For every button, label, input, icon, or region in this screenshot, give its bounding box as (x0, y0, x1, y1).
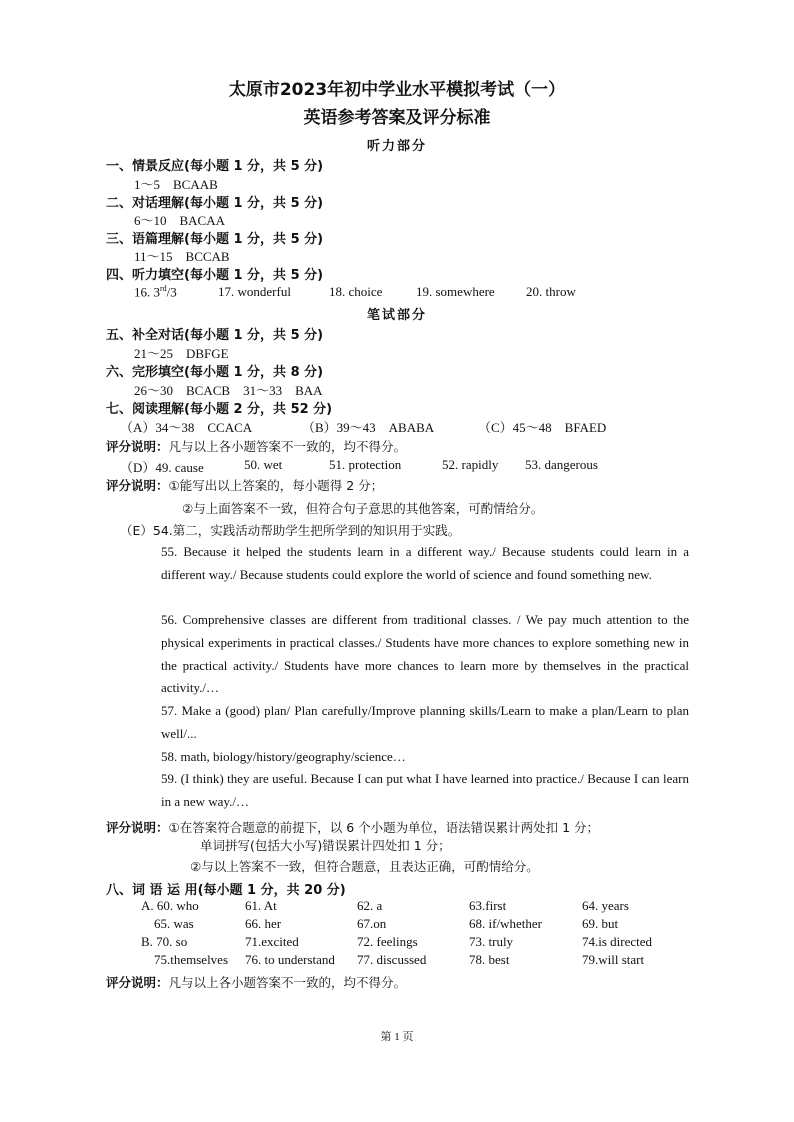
word-use-cell: 79.will start (582, 952, 645, 967)
word-use-cell: 78. best (469, 952, 510, 967)
section-3-answers: 11～15 BCCAB (134, 249, 230, 264)
section-1-heading: 一、情景反应(每小题 1 分，共 5 分) (106, 159, 324, 174)
section-2-answers: 6～10 BACAA (134, 213, 226, 228)
section-4-heading: 四、听力填空(每小题 1 分，共 5 分) (106, 268, 324, 283)
section-6-heading: 六、完形填空(每小题 1 分，共 8 分) (106, 365, 324, 380)
q16-answer: 16. 3rd/3 (134, 284, 177, 300)
reading-d-q51: 51. protection (329, 457, 402, 472)
word-use-cell: 76. to understand (245, 952, 335, 967)
word-use-cell: 67.on (357, 916, 387, 931)
scoring-note-3-line3: ②与以上答案不一致，但符合题意，且表达正确，可酌情给分。 (190, 859, 539, 874)
section-5-heading: 五、补全对话(每小题 1 分，共 5 分) (106, 328, 324, 343)
section-7-heading: 七、阅读理解(每小题 2 分，共 52 分) (106, 402, 333, 417)
scoring-note-2: 评分说明：①能写出以上答案的，每小题得 2 分； (106, 478, 384, 493)
reading-d-q52: 52. rapidly (442, 457, 499, 472)
document-title: 太原市2023年初中学业水平模拟考试（一） (228, 80, 566, 100)
written-part-title: 笔试部分 (366, 308, 427, 323)
scoring-note-2-line2: ②与上面答案不一致，但符合句子意思的其他答案，可酌情给分。 (182, 501, 544, 516)
reading-d-q50: 50. wet (244, 457, 283, 472)
word-use-cell: 64. years (582, 898, 629, 913)
scoring-note-3-line2: 单词拼写(包括大小写)错误累计四处扣 1 分； (200, 838, 451, 853)
word-use-cell: 63.first (469, 898, 507, 913)
section-6-answers: 26～30 BCACB 31～33 BAA (134, 383, 323, 398)
word-use-cell: 77. discussed (357, 952, 427, 967)
q20-answer: 20. throw (526, 284, 576, 299)
reading-a-answers: （A）34～38 CCACA (120, 420, 253, 435)
section-1-answers: 1～5 BCAAB (134, 177, 218, 192)
q19-answer: 19. somewhere (416, 284, 495, 299)
word-use-cell: 65. was (154, 916, 194, 931)
section-3-heading: 三、语篇理解(每小题 1 分，共 5 分) (106, 232, 324, 247)
word-use-cell: 69. but (582, 916, 619, 931)
reading-e-q59: 59. (I think) they are useful. Because I can put what I have learned into practice./ Because I can learn in a new way./… (161, 771, 689, 809)
reading-d-q53: 53. dangerous (525, 457, 598, 472)
scoring-note-3: 评分说明：①在答案符合题意的前提下，以 6 个小题为单位，语法错误累计两处扣 1 分； (106, 820, 600, 835)
word-use-cell: 72. feelings (357, 934, 418, 949)
page-number: 第 1 页 (380, 1031, 414, 1043)
q18-answer: 18. choice (329, 284, 383, 299)
word-use-cell: A. 60. who (141, 898, 199, 913)
word-use-cell: 61. At (245, 898, 277, 913)
reading-e-q57: 57. Make a (good) plan/ Plan carefully/Improve planning skills/Learn to make a plan/Learn to plan well/... (161, 703, 689, 741)
word-use-cell: B. 70. so (141, 934, 188, 949)
word-use-cell: 73. truly (469, 934, 514, 949)
section-5-answers: 21～25 DBFGE (134, 346, 229, 361)
scoring-note-4: 评分说明：凡与以上各小题答案不一致的，均不得分。 (106, 975, 407, 990)
section-8-heading: 八、词 语 运 用(每小题 1 分，共 20 分) (106, 883, 346, 898)
reading-e-q58: 58. math, biology/history/geography/science… (161, 749, 406, 764)
reading-e-q56: 56. Comprehensive classes are different from traditional classes. / We pay much attention to the physical experiments in practical classes./ Students have more chances to explore something new in the practical activity./ Students have more chances to learn more by themselves in the practical activity./… (161, 612, 689, 696)
word-use-cell: 66. her (245, 916, 282, 931)
section-2-heading: 二、对话理解(每小题 1 分，共 5 分) (106, 196, 324, 211)
reading-c-answers: （C）45～48 BFAED (478, 420, 607, 435)
word-use-cell: 75.themselves (154, 952, 229, 967)
document-subtitle: 英语参考答案及评分标准 (303, 108, 491, 128)
listening-part-title: 听力部分 (366, 139, 427, 154)
reading-b-answers: （B）39～43 ABABA (302, 420, 435, 435)
reading-e-q54: （E）54.第二，实践活动帮助学生把所学到的知识用于实践。 (120, 523, 461, 538)
word-use-cell: 74.is directed (582, 934, 653, 949)
word-use-cell: 71.excited (245, 934, 299, 949)
scoring-note-1: 评分说明：凡与以上各小题答案不一致的，均不得分。 (106, 439, 407, 454)
q17-answer: 17. wonderful (218, 284, 291, 299)
word-use-cell: 68. if/whether (469, 916, 542, 931)
reading-e-q55: 55. Because it helped the students learn in a different way./ Because students could learn in a different way./ Because students could explore the world of science and found something new. (161, 544, 689, 582)
reading-d-q49: （D）49. cause (120, 460, 204, 475)
word-use-cell: 62. a (357, 898, 383, 913)
